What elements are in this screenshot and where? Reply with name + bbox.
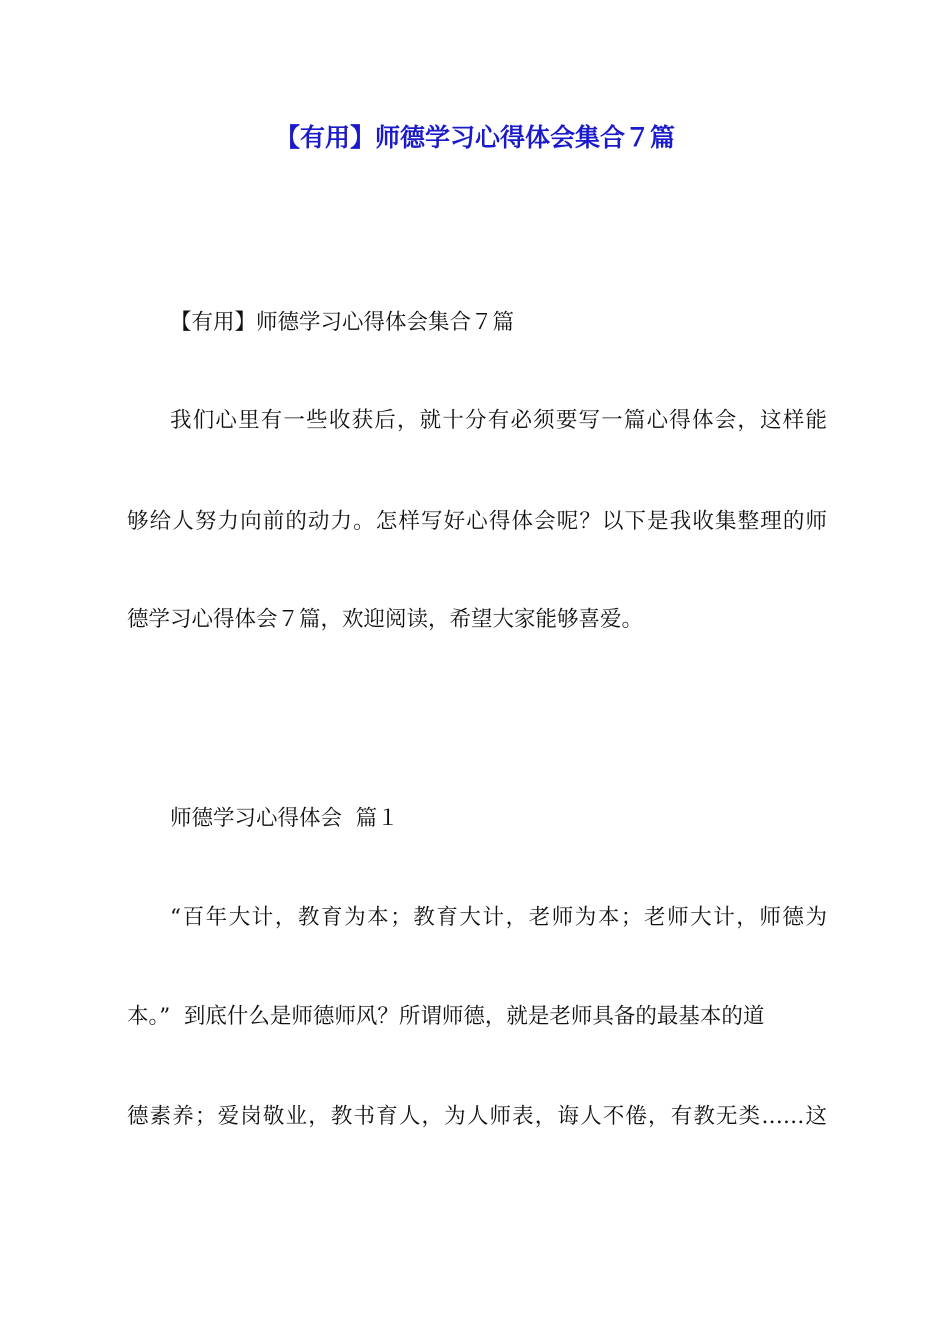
document-subtitle: 【有用】师德学习心得体会集合７篇	[170, 310, 515, 335]
section-line-2: 本。” 到底什么是师德师风？所谓师德，就是老师具备的最基本的道	[127, 1004, 765, 1029]
intro-line-2: 够给人努力向前的动力。怎样写好心得体会呢？以下是我收集整理的师	[127, 509, 827, 534]
section-line-3: 德素养；爱岗敬业，教书育人，为人师表，诲人不倦，有教无类……这	[127, 1104, 827, 1129]
section-line-1: “百年大计，教育为本；教育大计，老师为本；老师大计，师德为	[170, 905, 827, 930]
intro-line-1: 我们心里有一些收获后，就十分有必须要写一篇心得体会，这样能	[170, 408, 827, 433]
intro-line-3: 德学习心得体会７篇，欢迎阅读，希望大家能够喜爱。	[127, 607, 644, 632]
document-title: 【有用】师德学习心得体会集合７篇	[274, 123, 675, 152]
section-heading: 师德学习心得体会 篇１	[170, 806, 399, 831]
